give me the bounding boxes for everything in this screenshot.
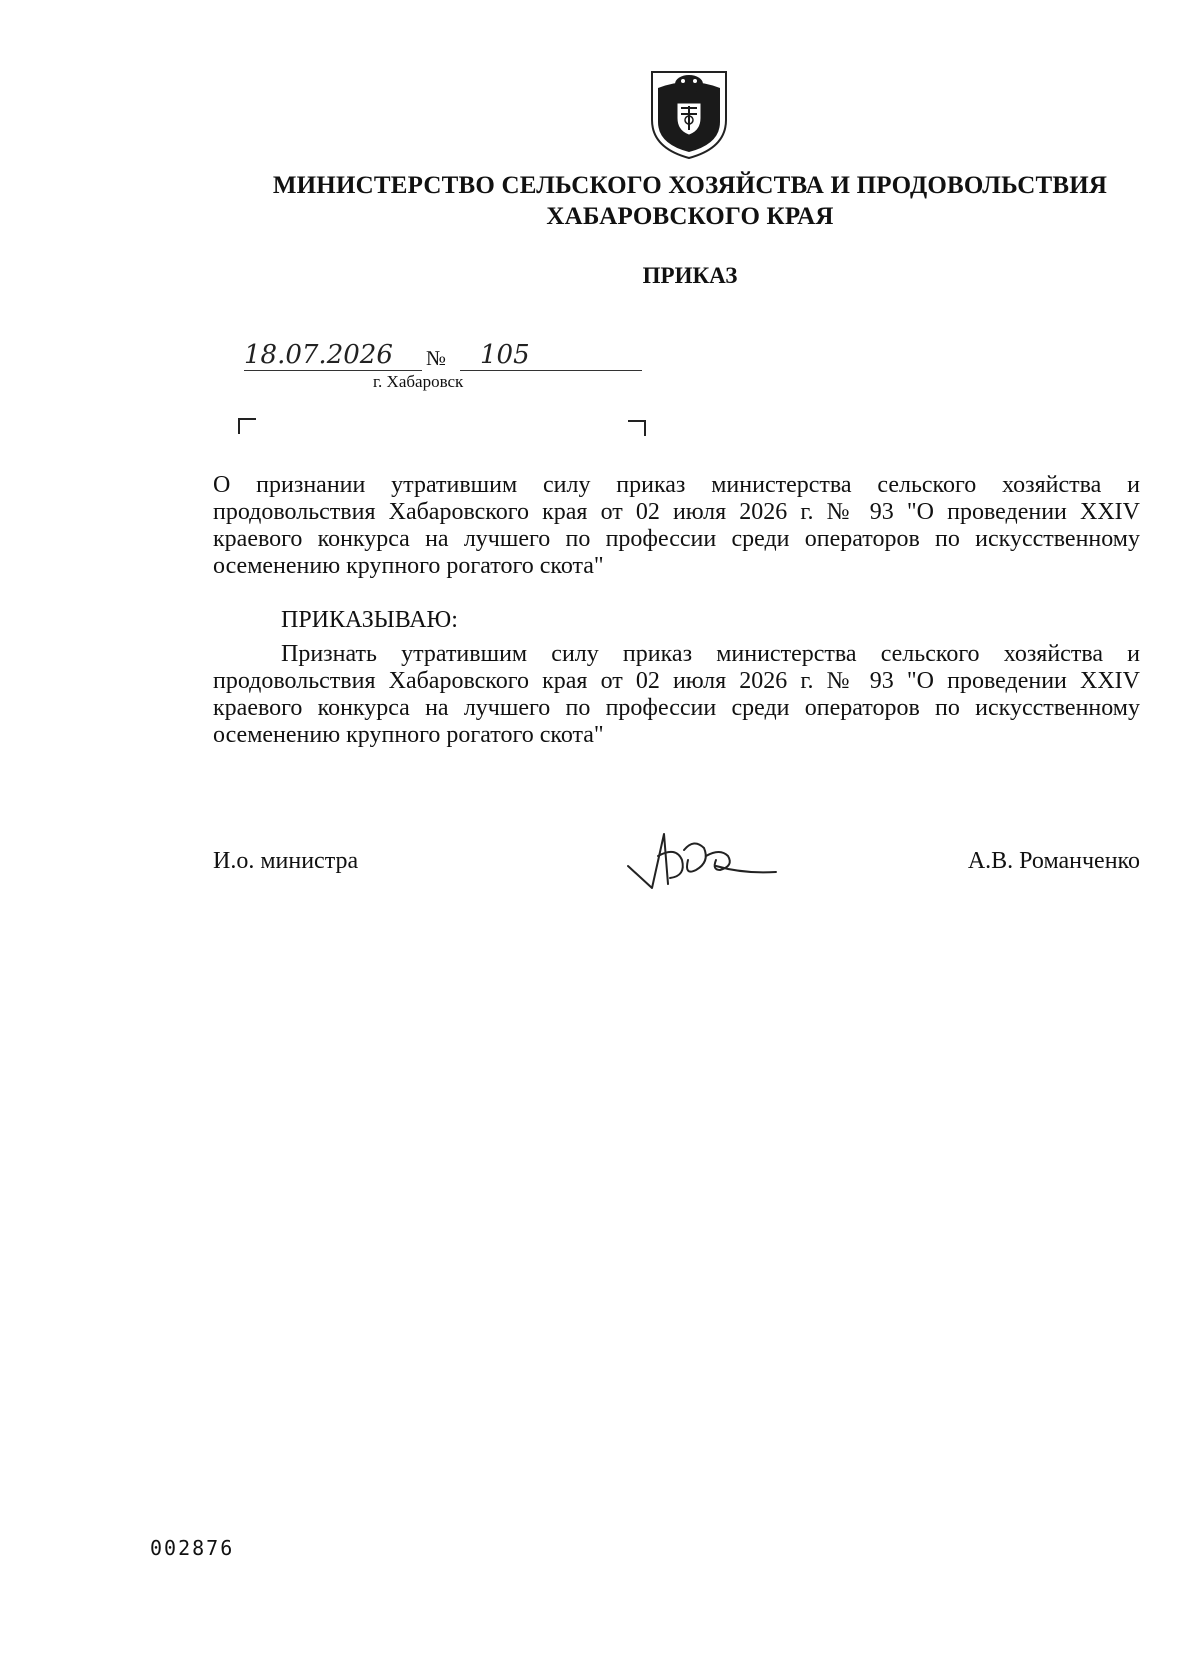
signatory-role: И.о. министра [213, 848, 359, 874]
order-text: Признать утратившим силу приказ министерства сельского хозяйства и продовольствия Хабаровского края от 02 июля 2026 г. № 93 "О проведении XXIV краевого конкурса на лучшего по профессии среди операторов по искусственному осеменению крупного рогатого скота" [213, 641, 1140, 748]
document-type: ПРИКАЗ [642, 263, 738, 288]
document-number: 105 [460, 340, 642, 371]
document-city: г. Хабаровск [373, 372, 464, 391]
document-subject: О признании утратившим силу приказ министерства сельского хозяйства и продовольствия Хабаровского края от 02 июля 2026 г. № 93 "О проведении XXIV краевого конкурса на лучшего по профессии среди операторов по искусственному осеменению крупного рогатого скота" [213, 472, 1140, 579]
registry-number: 002876 [150, 1536, 235, 1560]
handwritten-signature [624, 826, 784, 896]
subject-bracket-left [238, 418, 256, 434]
registration-line [240, 340, 640, 374]
document-date: 18.07.2026 [244, 340, 422, 371]
order-directive: ПРИКАЗЫВАЮ: [281, 607, 458, 633]
subject-bracket-right [628, 420, 646, 436]
ministry-name [240, 170, 1140, 232]
coat-of-arms-icon [648, 68, 730, 160]
ministry-name-line1: МИНИСТЕРСТВО СЕЛЬСКОГО ХОЗЯЙСТВА И ПРОДОВОЛЬСТВИЯ [272, 172, 1108, 199]
number-sign: № [426, 346, 447, 370]
ministry-name-line2: ХАБАРОВСКОГО КРАЯ [546, 203, 834, 230]
signatory-name: А.В. Романченко [967, 848, 1140, 874]
